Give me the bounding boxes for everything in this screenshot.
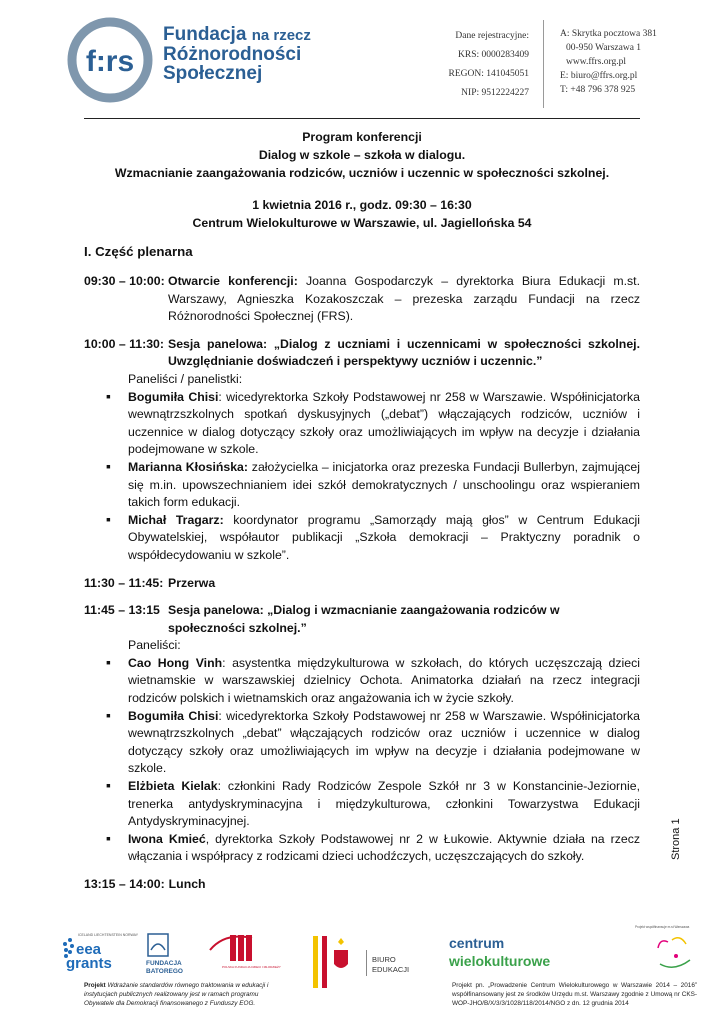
svg-text:wielokulturowe: wielokulturowe xyxy=(449,953,551,969)
warszawa-partner-logo xyxy=(635,925,690,967)
svg-text:FUNDACJA: FUNDACJA xyxy=(146,960,182,967)
svg-text:Projekt współfinansuje m.st Wa: Projekt współfinansuje m.st Warszawa xyxy=(635,925,690,929)
list-item: ▪ Elżbieta Kielak: członkini Rady Rodziców Zespole Szkół nr 3 w Konstancinie-Jeziornie, trenerka antydyskryminacyjna i międzykulturowa, członkini Towarzystwa Edukacji Antydyskryminacyjnej. xyxy=(128,778,640,831)
svg-text:eea: eea xyxy=(76,941,102,958)
agenda-description: Lunch xyxy=(168,877,206,891)
svg-text:EDUKACJI: EDUKACJI xyxy=(372,965,410,974)
agenda-description: Sesja panelowa: „Dialog i wzmacnianie zaangażowania rodziców w społeczności szkolnej.” xyxy=(168,603,560,635)
header-rule xyxy=(84,118,640,119)
section-heading: I. Część plenarna xyxy=(84,244,193,259)
panelists-label: Paneliści / panelistki: xyxy=(128,371,243,386)
agenda-item xyxy=(84,876,640,894)
footer-note-left: Projekt Wdrażanie standardów równego traktowania w edukacji i instytucjach publicznych realizowany jest w ramach programu Obywatele dla Demokracji finansowanego z Funduszy EOG. xyxy=(84,982,269,1007)
agenda-time: 11:30 – 11:45: xyxy=(84,575,164,590)
organization-name: Fundacja na rzecz Różnorodności Społecznej xyxy=(163,24,311,84)
contact-data: A: Skrytka pocztowa 381 00-950 Warszawa 1 www.ffrs.org.pl E: biuro@ffrs.org.pl T: +48 796 378 925 xyxy=(560,29,657,95)
svg-text:BIURO: BIURO xyxy=(372,955,396,964)
agenda-description: Przerwa xyxy=(168,575,216,590)
letterhead xyxy=(0,0,724,120)
svg-text:POLSKA FUNDACJA DZIECI I MŁODZ: POLSKA FUNDACJA DZIECI I MŁODZIEŻY xyxy=(222,965,281,969)
svg-text:BATOREGO: BATOREGO xyxy=(146,968,183,975)
panelist-list xyxy=(84,655,640,866)
agenda-description: Sesja panelowa: „Dialog z uczniami i uczennicami w społeczności szkolnej. Uwzględnianie doświadczeń i perspektywy uczniów i uczennic.” xyxy=(168,336,640,369)
agenda-time: 11:45 – 13:15 xyxy=(84,603,160,618)
list-item: ▪ Bogumiła Chisi: wicedyrektorka Szkoły Podstawowej nr 258 w Warszawie. Współinicjatorka wewnątrzszkolnych spotkań dyskusyjnych („debat”) włączających rodziców, uczniów i uczennice w dialog dotyczący szkoły oraz umożliwiających im wpływ na decyzje i działania podejmowane w szkole. xyxy=(128,389,640,459)
agenda-time: 10:00 – 11:30: xyxy=(84,336,164,351)
centrum-wielokulturowe-logo xyxy=(448,935,550,969)
date-venue: 1 kwietnia 2016 r., godz. 09:30 – 16:30 Centrum Wielokulturowe w Warszawie, ul. Jagiellońska 54 xyxy=(192,198,532,230)
registration-data: Dane rejestracyjne: KRS: 0000283409 REGON: 141045051 NIP: 9512224227 xyxy=(448,31,529,98)
svg-text:grants: grants xyxy=(66,955,112,972)
page-number: Strona 1 xyxy=(670,818,682,860)
list-item: ▪ Bogumiła Chisi: wicedyrektorka Szkoły Podstawowej nr 258 w Warszawie. Współinicjatorka wewnątrzszkolnych „debat” włączających rodziców oraz uczniów i uczennice w dialog dotyczący szkoły oraz umożliwiających im wpływ na decyzje i działania podejmowane w szkole. xyxy=(128,708,640,778)
list-item: ▪ Cao Hong Vinh: asystentka międzykulturowa w szkołach, do których uczęszczają dzieci wietnamskie w warszawskiej dzielnicy Ochota. Animatorka działań na rzecz integracji rodziców polskich i wietnamskich oraz angażowania ich w życie szkoły. xyxy=(128,655,640,708)
header-divider xyxy=(543,20,544,108)
list-item: ▪ Marianna Kłosińska: założycielka – inicjatorka oraz prezeska Fundacji Bullerbyn, zajmującej się m.in. upowszechnianiem idei szkół demokratycznych / unschoolingu oraz wspieraniem takich form edukacji. xyxy=(128,459,640,512)
biuro-edukacji-logo xyxy=(313,936,409,988)
list-item: ▪ Michał Tragarz: koordynator programu „Samorządy mają głos” w Centrum Edukacji Obywatelskiej, współautor publikacji „Szkoła demokracji – Praktyczny poradnik o współdecydowaniu w szkole”. xyxy=(128,512,640,565)
svg-text:centrum: centrum xyxy=(449,935,505,951)
agenda-description: Otwarcie konferencji: Joanna Gospodarczyk – dyrektorka Biura Edukacji m.st. Warszawy, Agnieszka Kozakoszczak – prezeska zarządu Fundacji na rzecz Różnorodności Społecznej (FRS). xyxy=(168,274,640,324)
program-title: Program konferencji Dialog w szkole – szkoła w dialogu. Wzmacnianie zaangażowania rodziców, uczniów i uczennic w społeczności szkolnej. xyxy=(114,130,610,180)
agenda-time: 13:15 – 14:00: xyxy=(84,877,165,891)
list-item: ▪ Iwona Kmieć, dyrektorka Szkoły Podstawowej nr 2 w Łukowie. Aktywnie działa na rzecz włączania i współpracy z rodzicami dzieci uchodźczych, uczęszczających do szkoły. xyxy=(128,831,640,866)
agenda-item xyxy=(84,602,640,637)
footer-note-right: Projekt pn. „Prowadzenie Centrum Wielokulturowego w Warszawie 2014 – 2016” współfinansowany jest ze środków Urzędu m.st. Warszawy zgodnie z Umową nr CKS-WOP-JHO/B/X/3/3/1028/118/2014/NGO z dn. 12 grudnia 2014 xyxy=(452,982,697,1007)
panelist-list xyxy=(84,389,640,565)
pfdim-logo xyxy=(210,935,281,969)
agenda-time: 09:30 – 10:00: xyxy=(84,274,165,288)
panelists-label: Paneliści: xyxy=(128,638,181,653)
svg-text:ICELAND LIECHTENSTEIN NORWAY: ICELAND LIECHTENSTEIN NORWAY xyxy=(78,933,139,937)
eea-grants-logo xyxy=(63,933,139,972)
agenda xyxy=(84,273,640,904)
logo-text: f:rs xyxy=(85,45,135,78)
fundacja-batorego-logo xyxy=(146,934,183,975)
footer-logos xyxy=(0,920,724,990)
frs-logo xyxy=(66,16,154,104)
agenda-item xyxy=(84,575,640,593)
agenda-item xyxy=(84,336,640,371)
agenda-item xyxy=(84,273,640,326)
